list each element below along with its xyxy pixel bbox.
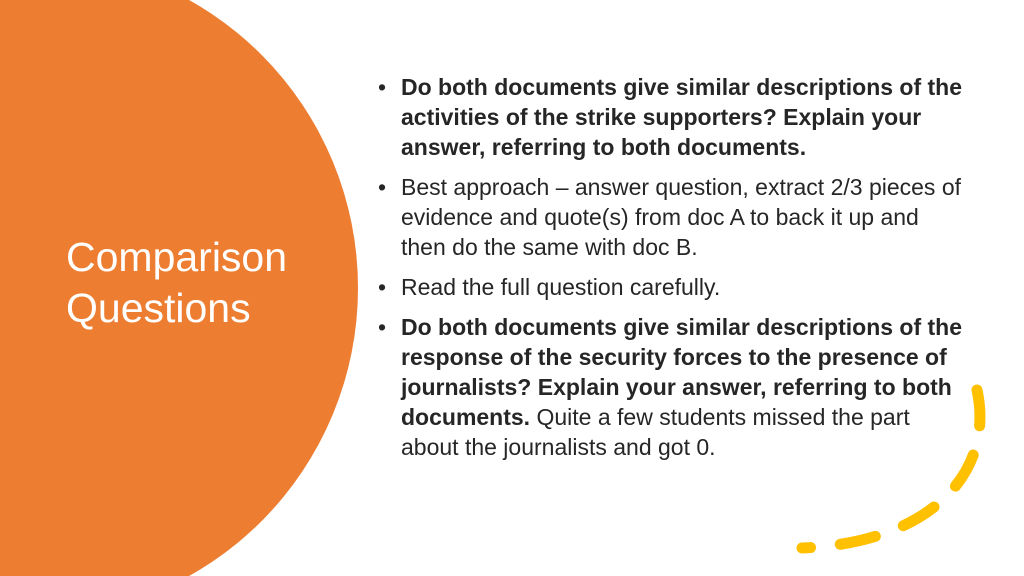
- bullet-dot-icon: •: [378, 74, 387, 100]
- slide-title: [66, 232, 326, 334]
- bullet-item-1: [378, 72, 963, 162]
- bullet-1-bold-text: Do both documents give similar descriptions of the activities of the strike supporters? Explain your answer, referring to both documents.: [401, 74, 963, 160]
- bullet-3-text: Read the full question carefully.: [401, 274, 721, 300]
- bullet-dot-icon: •: [378, 274, 387, 300]
- bullet-item-2: [378, 172, 963, 262]
- dashed-arc-decoration: [790, 378, 990, 576]
- bullet-2-text: Best approach – answer question, extract 2/3 pieces of evidence and quote(s) from doc A to back it up and then do the same with doc B.: [401, 174, 961, 260]
- bullet-4-text: Quite a few students missed the part about the journalists and got 0.: [401, 404, 910, 460]
- bullet-4-bold-text: Do both documents give similar descriptions of the response of the security forces to the presence of journalists? Explain your answer, referring to both documents.: [401, 314, 963, 430]
- title-line-2: Questions: [66, 285, 251, 331]
- bullet-dot-icon: •: [378, 314, 387, 340]
- title-line-1: Comparison: [66, 234, 288, 280]
- bullet-dot-icon: •: [378, 174, 387, 200]
- bullet-item-3: [378, 272, 963, 302]
